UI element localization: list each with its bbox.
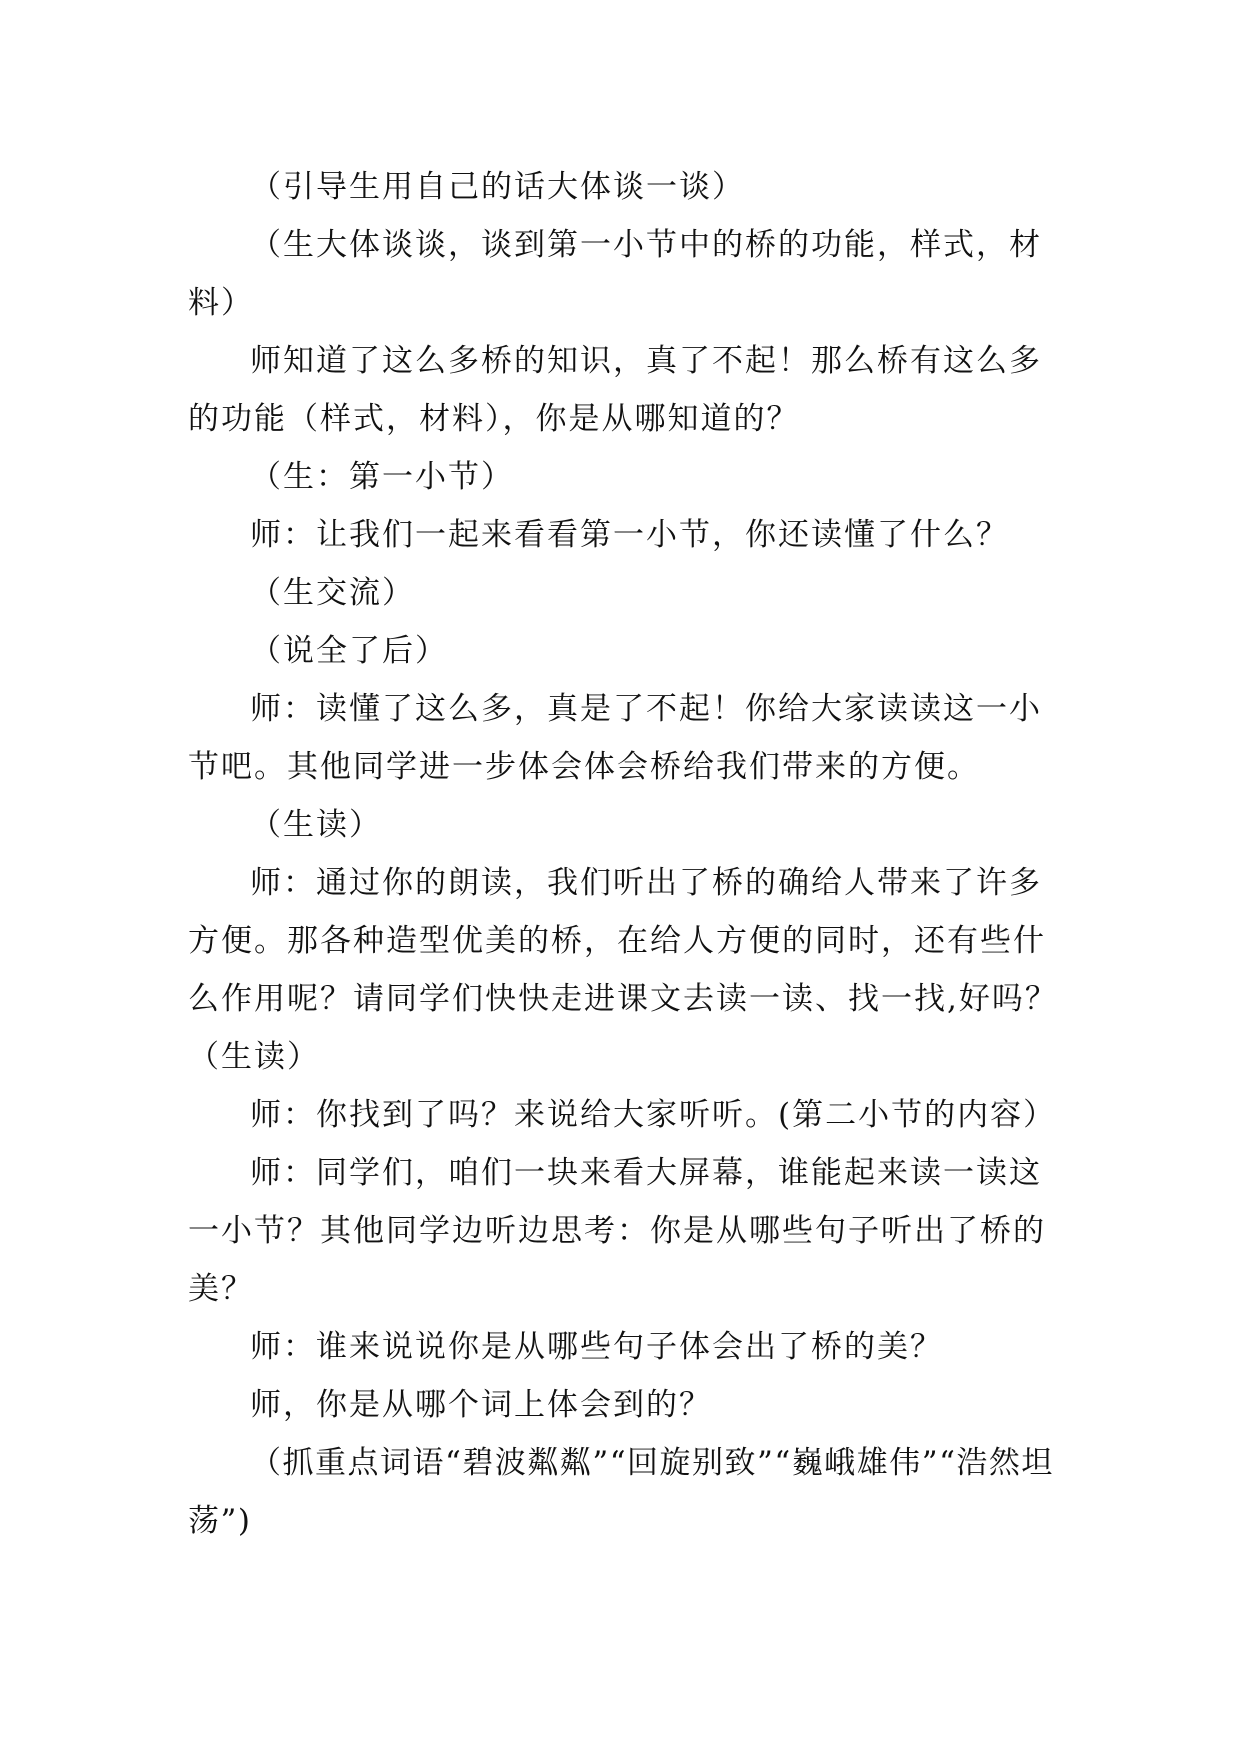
paragraph-4: （生：第一小节）	[250, 459, 514, 495]
paragraph-7: （说全了后）	[250, 633, 448, 669]
paragraph-14: 师：谁来说说你是从哪些句子体会出了桥的美？	[250, 1329, 943, 1365]
paragraph-16: （抓重点词语“碧波粼粼”“回旋别致”“巍峨雄伟”“浩然坦荡”)	[188, 1445, 1054, 1539]
paragraph-6: （生交流）	[250, 575, 415, 611]
paragraph-8: 师：读懂了这么多，真是了不起！你给大家读读这一小节吧。其他同学进一步体会体会桥给我们带来的方便。	[188, 691, 1042, 785]
paragraph-12: 师：你找到了吗？来说给大家听听。(第二小节的内容）	[250, 1097, 1057, 1133]
paragraph-13: 师：同学们，咱们一块来看大屏幕，谁能起来读一读这一小节？其他同学边听边思考：你是从哪些句子听出了桥的美？	[188, 1155, 1046, 1307]
paragraph-10: 师：通过你的朗读，我们听出了桥的确给人带来了许多方便。那各种造型优美的桥，在给人方便的同时，还有些什么作用呢？请同学们快快走进课文去读一读、找一找,好吗？	[188, 865, 1058, 1017]
paragraph-2: （生大体谈谈，谈到第一小节中的桥的功能，样式，材料）	[188, 227, 1042, 321]
document-body	[188, 158, 1068, 1550]
paragraph-9: （生读）	[250, 807, 382, 843]
paragraph-5: 师：让我们一起来看看第一小节，你还读懂了什么？	[250, 517, 1009, 553]
paragraph-15: 师，你是从哪个词上体会到的？	[250, 1387, 712, 1423]
paragraph-11: （生读）	[188, 1039, 320, 1075]
paragraph-3: 师知道了这么多桥的知识，真了不起！那么桥有这么多的功能（样式，材料），你是从哪知道的？	[188, 343, 1042, 437]
paragraph-1: （引导生用自己的话大体谈一谈）	[250, 169, 745, 205]
